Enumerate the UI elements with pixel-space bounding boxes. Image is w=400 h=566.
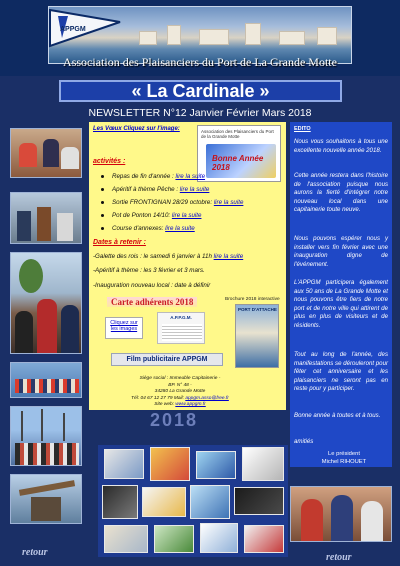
website-link[interactable]: www.appgm.fr	[175, 402, 206, 407]
logo-text: APPGM	[60, 26, 86, 33]
main-content-panel	[89, 122, 286, 410]
brochure-title: PORT D'ATTACHE	[238, 307, 277, 312]
edito-label: EDITO	[294, 126, 311, 132]
click-images-link[interactable]: Cliquez sur les images	[105, 317, 143, 339]
edito-paragraph: Tout au long de l'année, des manifestations se dérouleront pour fêter cet anniversaire et les plaisanciers ne seront pas en reste pour y participer.	[294, 351, 388, 393]
read-more-link[interactable]: lire la suite	[213, 253, 244, 260]
voeux-card-header: Association des Plaisanciers du Port de la Grande Motte	[201, 129, 274, 139]
voeux-card-image[interactable]	[197, 125, 281, 182]
voeux-card-visual	[206, 144, 276, 178]
photo-aperitif[interactable]	[10, 192, 82, 244]
date-line: -Inauguration nouveau local : date à définir	[93, 282, 211, 289]
edito-paragraph: L'APPGM participera également aux 50 ans de La Grande Motte et nous pouvons être fiers de notre port et de notre ville qui attirent de plus en plus de visiteurs et de résidents.	[294, 279, 388, 329]
photo-ponton[interactable]	[10, 362, 82, 398]
edito-paragraph: Nous vous souhaitons à tous une excellente nouvelle année 2018.	[294, 138, 388, 154]
carte-adherent-image[interactable]	[157, 312, 205, 344]
voeux-card-text: Bonne Année 2018	[212, 154, 264, 172]
signature-name: Michel RIHOUET	[321, 459, 367, 465]
newsletter-issue: NEWSLETTER N°12 Janvier Février Mars 2018	[88, 107, 312, 119]
date-line: -Apéritif à thème : les 3 février et 3 mars.	[93, 267, 205, 274]
email-link[interactable]: appgm.asso@free.fr	[185, 395, 229, 401]
photo-people[interactable]	[290, 486, 392, 542]
brochure-image[interactable]	[235, 304, 279, 368]
activite-item: Apéritif à thème Pêche : lire la suite	[101, 186, 209, 193]
activite-item: Sortie FRONTIGNAN 28/29 octobre: lire la suite	[101, 199, 243, 206]
siege-social: Siège social : Immeuble Capitainerie - BP. N° 48 - 34280 La Grande Motte Tél: 04 67 12 27 79 Mail: appgm.asso@free.fr Site web: www.appgm.fr	[131, 376, 229, 407]
date-line: -Galette des rois : le samedi 6 janvier à 11h lire la suite	[93, 253, 244, 260]
signature-role: Le président	[328, 451, 360, 457]
read-more-link[interactable]: lire la suite	[175, 173, 206, 180]
read-more-link[interactable]: lire la suite	[179, 186, 210, 193]
retour-link-right[interactable]: retour	[326, 552, 352, 563]
carte-adherents-title[interactable]: Carte adhérents 2018	[107, 297, 197, 307]
activite-item: Pot de Ponton 14/10: lire la suite	[101, 212, 201, 219]
read-more-link[interactable]: lire la suite	[213, 199, 244, 206]
activites-title: activités :	[93, 158, 126, 165]
newsletter-title: « La Cardinale »	[59, 80, 342, 102]
edito-paragraph: Bonne année à toutes et à tous.	[294, 412, 381, 419]
edito-paragraph: Cette année restera dans l'histoire de l'association puisque nous aurons la fierté d'intégrer notre nouveau local dans une capitainerie toute neuve.	[294, 172, 388, 214]
year-watermark: 2018	[150, 410, 199, 430]
read-more-link[interactable]: lire la suite	[171, 212, 202, 219]
read-more-link[interactable]: lire la suite	[165, 225, 195, 232]
edito-paragraph: Nous pouvons espérer nous y installer vers fin février avec une inauguration digne de l'événement.	[294, 235, 388, 268]
carte-card-header: A.P.P.G.M.	[170, 315, 192, 320]
edito-amities: amitiés	[294, 438, 314, 445]
association-title: Association des Plaisanciers du Port de La Grande Motte	[63, 55, 337, 69]
dates-title: Dates à retenir :	[93, 239, 146, 246]
edito-panel	[290, 122, 392, 467]
ads-collage[interactable]	[98, 445, 288, 557]
brochure-label: Brochure 2018 interactive	[225, 297, 280, 302]
activite-item: Repas de fin d'année : lire la suite	[101, 173, 205, 180]
retour-link-left[interactable]: retour	[22, 547, 48, 558]
film-publicitaire-button[interactable]: Film publicitaire APPGM	[111, 353, 223, 366]
activite-item: Course d'annexes: lire la suite	[101, 225, 195, 232]
photo-course-annexes[interactable]	[10, 406, 82, 466]
photo-galette[interactable]	[10, 474, 82, 524]
photo-repas[interactable]	[10, 128, 82, 178]
photo-frontignan[interactable]	[10, 252, 82, 354]
voeux-title: Les Vœux Cliquez sur l'image:	[93, 126, 180, 132]
